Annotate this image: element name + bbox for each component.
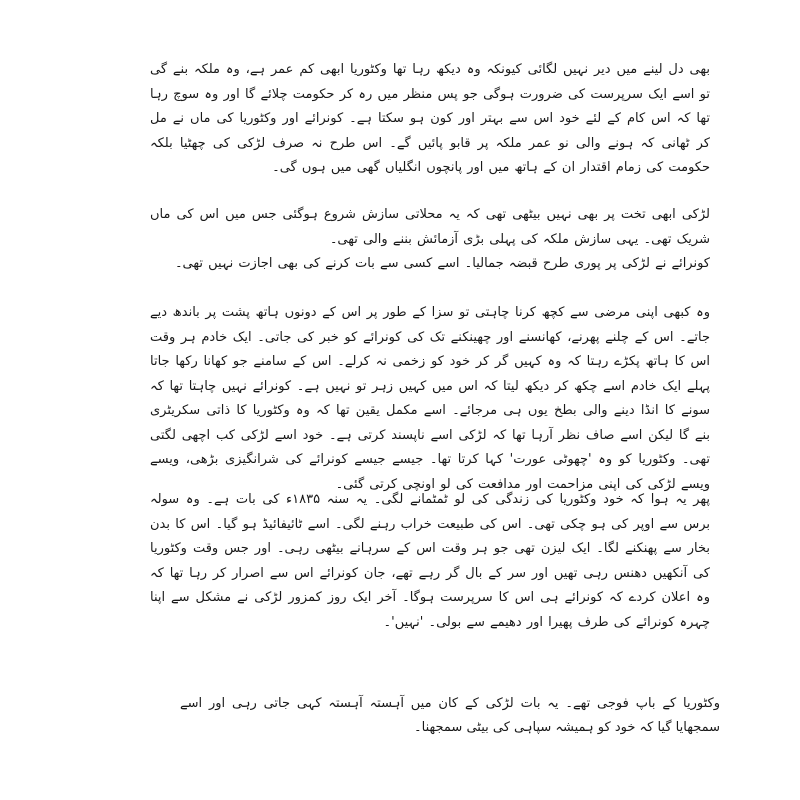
paragraph-3: کونرائے نے لڑکی پر پوری طرح قبضہ جمالیا۔ اسے کسی سے بات کرنے کی بھی اجازت نہیں تھی۔ bbox=[174, 256, 710, 271]
paragraph-2: لڑکی ابھی تخت پر بھی نہیں بیٹھی تھی کہ یہ محلاتی سازش شروع ہوگئی جس میں اس کی ماں شریک تھی۔ یہی سازش ملکہ کی پہلی بڑی آزمائش بننے والی تھی۔ bbox=[150, 207, 710, 247]
paragraph-4: وہ کبھی اپنی مرضی سے کچھ کرنا چاہتی تو سزا کے طور پر اس کے دونوں ہاتھ پشت پر باندھ دیے جاتے۔ اس کے چلنے پھرنے، کھانسنے اور چھینکنے تک کی کونرائے کو خبر کی جاتی۔ ایک خادم ہر وقت اس کا ہاتھ پکڑے رہتا کہ وہ کہیں گر کر خود کو زخمی نہ کرلے۔ اس کے سامنے جو کھانا رکھا جاتا پہلے ایک خادم اسے چکھ کر دیکھ لیتا کہ اس میں کہیں زہر تو نہیں ہے۔ کونرائے نہیں چاہتا تھا کہ سونے کا انڈا دینے والی بطخ یوں ہی مرجائے۔ اسے مکمل یقین تھا کہ وہ وکٹوریا کا ذاتی سکریٹری بنے گا لیکن اسے صاف نظر آرہا تھا کہ لڑکی اسے ناپسند کرتی ہے۔ خود اسے لڑکی کب اچھی لگتی تھی۔ وکٹوریا کو وہ 'چھوٹی عورت' کہا کرتا تھا۔ جیسے جیسے کونرائے کی شرانگیزی بڑھی، ویسے ویسے لڑکی کی اپنی مزاحمت اور مدافعت کی لو اونچی کرتی گئی۔ bbox=[150, 305, 710, 492]
footnote: وکٹوریا کے باپ فوجی تھے۔ یہ بات لڑکی کے کان میں آہستہ آہستہ کہی جاتی رہی اور اسے سمجھایا گیا کہ خود کو ہمیشہ سپاہی کی بیٹی سمجھنا۔ bbox=[180, 696, 720, 735]
paragraph-1: بھی دل لینے میں دیر نہیں لگائی کیونکہ وہ دیکھ رہا تھا وکٹوریا ابھی کم عمر ہے، وہ ملکہ بنے گی تو اسے ایک سرپرست کی ضرورت ہوگی جو پس منظر میں رہ کر حکومت چلائے گا اور وہ سوچ رہا تھا کہ اس کام کے لئے خود اس سے بہتر اور کون ہو سکتا ہے۔ کونرائے اور وکٹوریا کی ماں نے مل کر ٹھانی کہ ہونے والی نو عمر ملکہ پر قابو پائیں گے۔ اس طرح نہ صرف لڑکی کی چھٹیا بلکہ حکومت کی زمام اقتدار ان کے ہاتھ میں اور پانچوں انگلیاں گھی میں ہوں گی۔ bbox=[150, 62, 710, 175]
paragraph-5: پھر یہ ہوا کہ خود وکٹوریا کی زندگی کی لو ٹمٹمانے لگی۔ یہ سنہ ۱۸۳۵ء کی بات ہے۔ وہ سولہ برس سے اوپر کی ہو چکی تھی۔ اس کی طبیعت خراب رہنے لگی۔ اسے ٹائیفائیڈ ہو گیا۔ اس کا بدن بخار سے پھنکنے لگا۔ ایک لیزن تھی جو ہر وقت اس کے سرہانے بیٹھی رہی۔ اور جس وقت وکٹوریا کی آنکھیں دھنس رہی تھیں اور سر کے بال گر رہے تھے، جان کونرائے اس سے اصرار کر رہا تھا کہ وہ اعلان کردے کہ کونرائے ہی اس کا سرپرست ہوگا۔ آخر ایک روز کمزور لڑکی نے مشکل سے اپنا چہرہ کونرائے کی طرف پھیرا اور دھیمے سے بولی۔ 'نہیں'۔ bbox=[150, 492, 710, 630]
